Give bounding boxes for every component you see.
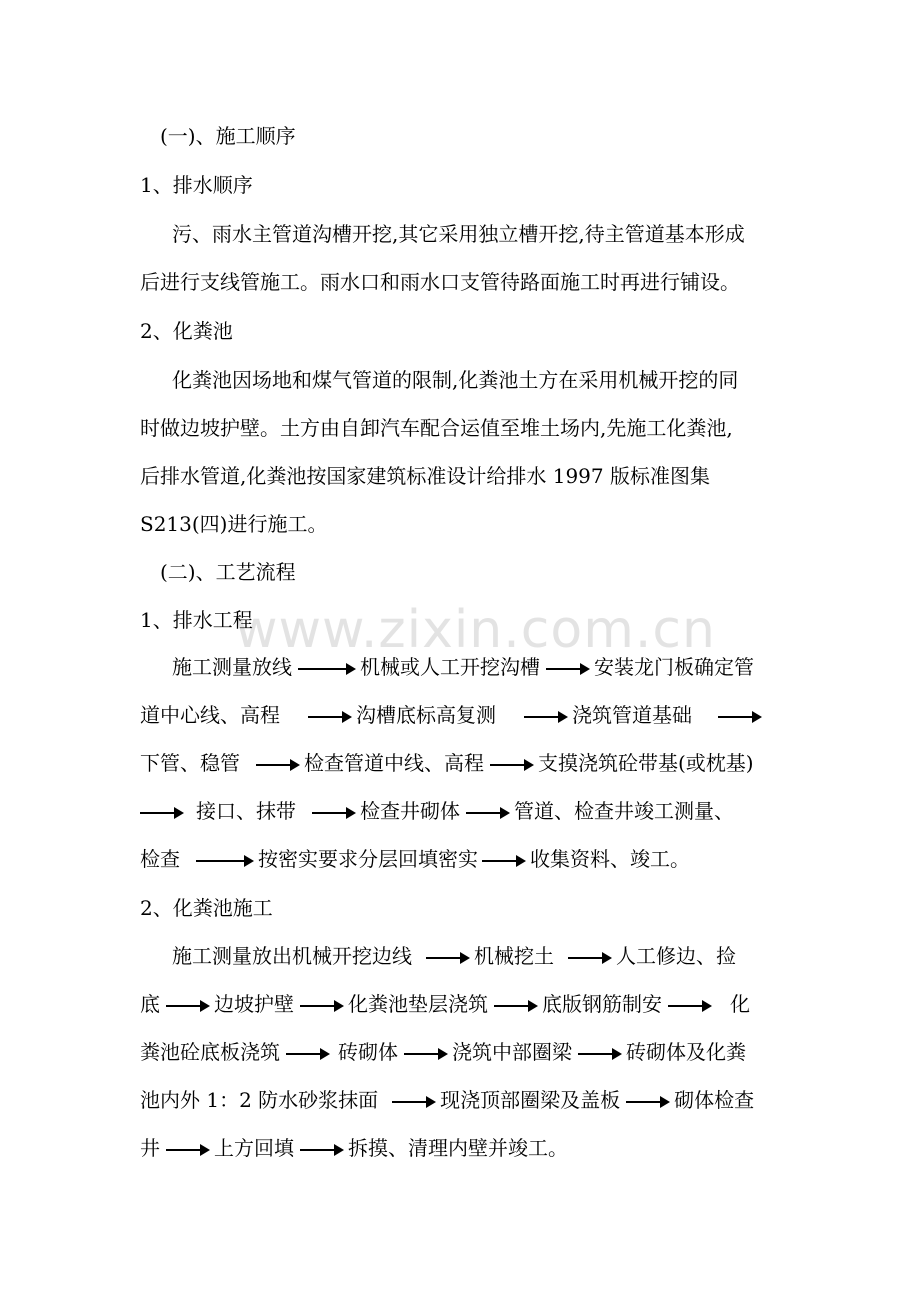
- arrow-right-icon: [404, 1053, 446, 1055]
- arrow-right-icon: [312, 812, 354, 814]
- subheading-drainage-works: 1、排水工程: [140, 608, 253, 632]
- flow-line: [172, 653, 832, 681]
- arrow-right-icon: [426, 957, 468, 959]
- flow-step-part: 安装龙门板确定管: [594, 655, 754, 679]
- arrow-right-icon: [392, 1101, 434, 1103]
- flow-step: 按密实要求分层回填密实: [258, 847, 478, 871]
- flow-step-part: 砌体检查: [674, 1088, 755, 1112]
- arrow-right-icon: [196, 860, 252, 862]
- flow-line: [140, 1086, 800, 1114]
- arrow-right-icon: [300, 1149, 342, 1151]
- arrow-right-icon: [718, 716, 760, 718]
- arrow-right-icon: [466, 812, 508, 814]
- flow-step-part: 管道、检查井竣工测量、: [514, 799, 734, 823]
- flow-step-part: 检查: [140, 847, 180, 871]
- flow-step-part: 井: [140, 1136, 160, 1160]
- flow-line: [140, 749, 800, 777]
- paragraph-line: S213(四)进行施工。: [140, 512, 328, 536]
- arrow-right-icon: [524, 716, 566, 718]
- arrow-right-icon: [626, 1101, 668, 1103]
- flow-step: 砖砌体: [338, 1040, 398, 1064]
- flow-step-part: 池内外 1：2 防水砂浆抹面: [140, 1088, 379, 1112]
- flow-step: 上方回填: [214, 1136, 294, 1160]
- arrow-right-icon: [546, 668, 588, 670]
- flow-step: 施工测量放出机械开挖边线: [172, 944, 412, 968]
- subheading-septic-tank-construction: 2、化粪池施工: [140, 896, 273, 920]
- arrow-right-icon: [482, 860, 524, 862]
- arrow-right-icon: [308, 716, 350, 718]
- flow-step: 化粪池垫层浇筑: [348, 992, 488, 1016]
- section-heading-process-flow: (二)、工艺流程: [160, 560, 296, 584]
- watermark: www.zixin.com.cn: [235, 600, 716, 660]
- flow-step: 沟槽底标高复测: [356, 703, 496, 727]
- paragraph-line: 时做边坡护壁。土方由自卸汽车配合运值至堆土场内,先施工化粪池,: [140, 416, 733, 440]
- paragraph-line: 后进行支线管施工。雨水口和雨水口支管待路面施工时再进行铺设。: [140, 270, 740, 294]
- arrow-right-icon: [568, 957, 610, 959]
- arrow-right-icon: [166, 1005, 208, 1007]
- paragraph-line: 化粪池因场地和煤气管道的限制,化粪池土方在采用机械开挖的同: [172, 368, 739, 392]
- paragraph-line: 污、雨水主管道沟槽开挖,其它采用独立槽开挖,待主管道基本形成: [172, 222, 745, 246]
- flow-step-part: 底: [140, 992, 160, 1016]
- arrow-right-icon: [494, 1005, 536, 1007]
- flow-step: 施工测量放线: [172, 655, 292, 679]
- flow-step-part: 道中心线、高程: [140, 703, 280, 727]
- arrow-right-icon: [166, 1149, 208, 1151]
- flow-step: 浇筑管道基础: [572, 703, 692, 727]
- section-heading-construction-order: (一)、施工顺序: [160, 124, 296, 148]
- flow-step: 支摸浇筑砼带基(或枕基): [538, 751, 754, 775]
- flow-step: 机械或人工开挖沟槽: [360, 655, 540, 679]
- arrow-right-icon: [490, 764, 532, 766]
- arrow-right-icon: [668, 1005, 710, 1007]
- flow-step: 边坡护壁: [214, 992, 294, 1016]
- flow-step: 收集资料、竣工。: [530, 847, 690, 871]
- flow-step: 检查井砌体: [360, 799, 460, 823]
- flow-step: 下管、稳管: [140, 751, 240, 775]
- flow-step: 检查管道中线、高程: [304, 751, 484, 775]
- flow-step: 机械挖土: [474, 944, 554, 968]
- flow-line: [140, 797, 800, 825]
- flow-step: 底版钢筋制安: [542, 992, 662, 1016]
- arrow-right-icon: [578, 1053, 620, 1055]
- subheading-drainage-order: 1、排水顺序: [140, 173, 253, 197]
- arrow-right-icon: [140, 812, 182, 814]
- flow-line: [140, 701, 800, 729]
- flow-step-part: 砖砌体及化粪: [626, 1040, 746, 1064]
- flow-step: 拆摸、清理内壁并竣工。: [348, 1136, 568, 1160]
- subheading-septic-tank: 2、化粪池: [140, 319, 233, 343]
- flow-step-part: 粪池砼底板浇筑: [140, 1040, 280, 1064]
- flow-step-part: 化: [730, 992, 750, 1016]
- flow-step: 接口、抹带: [196, 799, 296, 823]
- paragraph-line: 后排水管道,化粪池按国家建筑标准设计给排水 1997 版标准图集: [140, 464, 710, 488]
- flow-line: [172, 942, 832, 970]
- flow-line: [140, 1038, 800, 1066]
- flow-line: [140, 990, 800, 1018]
- flow-step: 现浇顶部圈梁及盖板: [440, 1088, 621, 1112]
- flow-step: 浇筑中部圈梁: [452, 1040, 572, 1064]
- arrow-right-icon: [300, 1005, 342, 1007]
- flow-step-part: 人工修边、捡: [616, 944, 736, 968]
- arrow-right-icon: [256, 764, 298, 766]
- arrow-right-icon: [298, 668, 354, 670]
- flow-line: [140, 1134, 800, 1162]
- arrow-right-icon: [286, 1053, 328, 1055]
- flow-line: [140, 845, 800, 873]
